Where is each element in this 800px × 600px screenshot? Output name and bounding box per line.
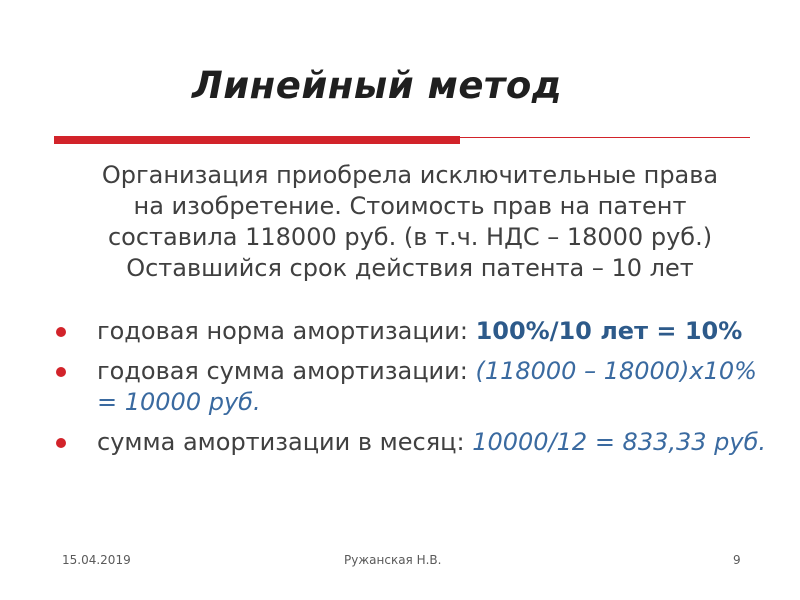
bullet-value: (118000 – 18000)х10% = 10000 руб. [97, 357, 757, 416]
bullet-item-monthly-amount [54, 427, 784, 458]
bullet-dot-icon [56, 438, 66, 448]
bullet-item-annual-amount [54, 356, 784, 418]
bullet-value: 10000/12 = 833,33 руб. [472, 428, 767, 456]
title-underline-thin [460, 137, 750, 138]
bullet-list [54, 316, 784, 467]
bullet-label: годовая сумма амортизации: [97, 357, 476, 385]
bullet-label: годовая норма амортизации: [97, 317, 476, 345]
title-underline-thick [54, 136, 460, 144]
bullet-dot-icon [56, 327, 66, 337]
bullet-dot-icon [56, 367, 66, 377]
footer-author: Ружанская Н.В. [344, 553, 442, 567]
footer-page-number: 9 [733, 553, 741, 567]
slide-title: Линейный метод [192, 64, 563, 107]
footer-date: 15.04.2019 [62, 553, 131, 567]
bullet-item-rate [54, 316, 784, 347]
bullet-label: сумма амортизации в месяц: [97, 428, 473, 456]
intro-text: Организация приобрела исключительные права на изобретение. Стоимость прав на патент составила 118000 руб. (в т.ч. НДС – 18000 руб.) Оставшийся срок действия патента – 10 лет [101, 161, 719, 282]
bullet-value: 100%/10 лет = 10% [475, 317, 743, 345]
